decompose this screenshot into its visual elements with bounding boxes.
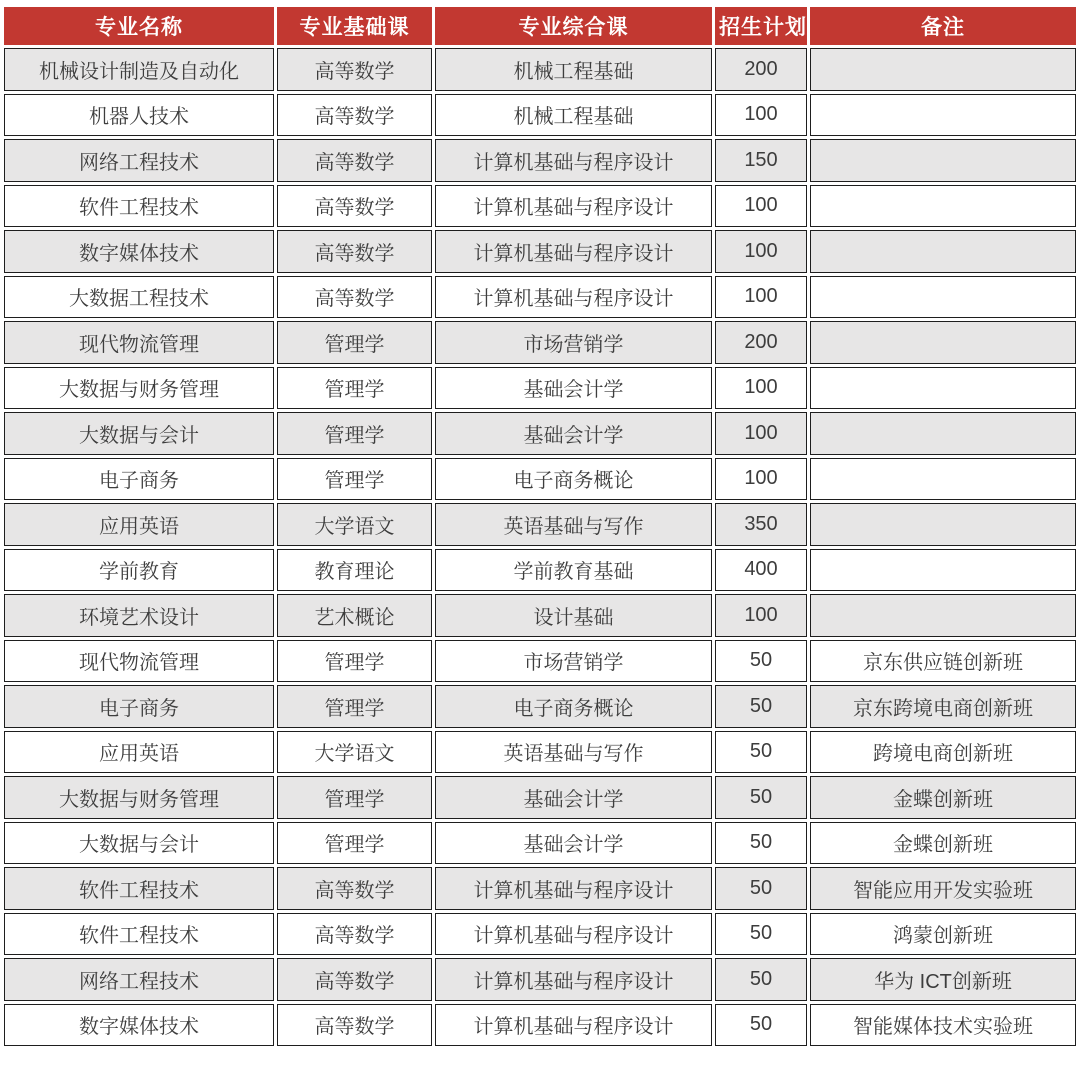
- table-body: [4, 48, 1076, 1046]
- table-row: [4, 321, 1076, 364]
- table-row: [4, 458, 1076, 501]
- cell-basic-course: 高等数学: [277, 913, 432, 956]
- cell-basic-course: 高等数学: [277, 867, 432, 910]
- cell-enrollment-plan: 50: [715, 958, 807, 1001]
- cell-basic-course: 高等数学: [277, 1004, 432, 1047]
- cell-comprehensive-course: 基础会计学: [435, 822, 712, 865]
- cell-comprehensive-course: 计算机基础与程序设计: [435, 230, 712, 273]
- cell-comprehensive-course: 基础会计学: [435, 776, 712, 819]
- cell-remark: [810, 503, 1076, 546]
- cell-major-name: 网络工程技术: [4, 958, 274, 1001]
- column-header-basic-course: 专业基础课: [277, 7, 432, 45]
- cell-enrollment-plan: 50: [715, 822, 807, 865]
- table-row: [4, 48, 1076, 91]
- cell-basic-course: 管理学: [277, 458, 432, 501]
- table-row: [4, 230, 1076, 273]
- cell-enrollment-plan: 50: [715, 640, 807, 683]
- cell-comprehensive-course: 计算机基础与程序设计: [435, 1004, 712, 1047]
- cell-enrollment-plan: 100: [715, 458, 807, 501]
- table-row: [4, 412, 1076, 455]
- cell-remark: 金蝶创新班: [810, 822, 1076, 865]
- table-row: [4, 594, 1076, 637]
- cell-remark: [810, 321, 1076, 364]
- cell-comprehensive-course: 计算机基础与程序设计: [435, 276, 712, 319]
- cell-remark: [810, 185, 1076, 228]
- table-row: [4, 731, 1076, 774]
- cell-comprehensive-course: 设计基础: [435, 594, 712, 637]
- cell-enrollment-plan: 400: [715, 549, 807, 592]
- cell-enrollment-plan: 100: [715, 594, 807, 637]
- cell-enrollment-plan: 100: [715, 185, 807, 228]
- cell-comprehensive-course: 计算机基础与程序设计: [435, 185, 712, 228]
- cell-major-name: 软件工程技术: [4, 185, 274, 228]
- cell-basic-course: 高等数学: [277, 276, 432, 319]
- cell-enrollment-plan: 50: [715, 1004, 807, 1047]
- cell-major-name: 大数据与会计: [4, 412, 274, 455]
- cell-basic-course: 高等数学: [277, 230, 432, 273]
- cell-remark: [810, 458, 1076, 501]
- cell-remark: 跨境电商创新班: [810, 731, 1076, 774]
- cell-remark: [810, 230, 1076, 273]
- cell-remark: 智能媒体技术实验班: [810, 1004, 1076, 1047]
- cell-major-name: 学前教育: [4, 549, 274, 592]
- column-header-remark: 备注: [810, 7, 1076, 45]
- cell-major-name: 应用英语: [4, 503, 274, 546]
- cell-comprehensive-course: 计算机基础与程序设计: [435, 913, 712, 956]
- cell-enrollment-plan: 200: [715, 48, 807, 91]
- cell-remark: 京东跨境电商创新班: [810, 685, 1076, 728]
- cell-comprehensive-course: 计算机基础与程序设计: [435, 139, 712, 182]
- cell-remark: [810, 594, 1076, 637]
- cell-enrollment-plan: 50: [715, 731, 807, 774]
- cell-comprehensive-course: 电子商务概论: [435, 458, 712, 501]
- column-header-comprehensive-course: 专业综合课: [435, 7, 712, 45]
- cell-comprehensive-course: 英语基础与写作: [435, 503, 712, 546]
- cell-major-name: 软件工程技术: [4, 867, 274, 910]
- cell-remark: 鸿蒙创新班: [810, 913, 1076, 956]
- table-row: [4, 685, 1076, 728]
- cell-comprehensive-course: 市场营销学: [435, 321, 712, 364]
- cell-comprehensive-course: 电子商务概论: [435, 685, 712, 728]
- cell-basic-course: 艺术概论: [277, 594, 432, 637]
- cell-remark: [810, 94, 1076, 137]
- table-row: [4, 503, 1076, 546]
- table-row: [4, 640, 1076, 683]
- cell-enrollment-plan: 200: [715, 321, 807, 364]
- cell-enrollment-plan: 50: [715, 913, 807, 956]
- column-header-major-name: 专业名称: [4, 7, 274, 45]
- cell-major-name: 数字媒体技术: [4, 1004, 274, 1047]
- table-row: [4, 958, 1076, 1001]
- cell-remark: [810, 367, 1076, 410]
- cell-enrollment-plan: 100: [715, 367, 807, 410]
- cell-major-name: 电子商务: [4, 685, 274, 728]
- cell-remark: [810, 549, 1076, 592]
- cell-enrollment-plan: 100: [715, 94, 807, 137]
- cell-major-name: 大数据工程技术: [4, 276, 274, 319]
- cell-comprehensive-course: 计算机基础与程序设计: [435, 958, 712, 1001]
- cell-comprehensive-course: 英语基础与写作: [435, 731, 712, 774]
- cell-remark: [810, 276, 1076, 319]
- cell-basic-course: 高等数学: [277, 139, 432, 182]
- cell-major-name: 环境艺术设计: [4, 594, 274, 637]
- cell-basic-course: 高等数学: [277, 185, 432, 228]
- cell-enrollment-plan: 100: [715, 230, 807, 273]
- cell-major-name: 软件工程技术: [4, 913, 274, 956]
- table-row: [4, 367, 1076, 410]
- cell-basic-course: 高等数学: [277, 48, 432, 91]
- cell-remark: [810, 412, 1076, 455]
- cell-basic-course: 高等数学: [277, 958, 432, 1001]
- cell-major-name: 现代物流管理: [4, 640, 274, 683]
- cell-basic-course: 高等数学: [277, 94, 432, 137]
- cell-major-name: 网络工程技术: [4, 139, 274, 182]
- cell-major-name: 数字媒体技术: [4, 230, 274, 273]
- table-row: [4, 867, 1076, 910]
- cell-remark: 京东供应链创新班: [810, 640, 1076, 683]
- enrollment-plan-table: [1, 4, 1079, 1049]
- cell-remark: [810, 48, 1076, 91]
- table-row: [4, 185, 1076, 228]
- cell-basic-course: 管理学: [277, 640, 432, 683]
- table-row: [4, 913, 1076, 956]
- table-row: [4, 139, 1076, 182]
- cell-basic-course: 教育理论: [277, 549, 432, 592]
- cell-remark: 金蝶创新班: [810, 776, 1076, 819]
- cell-enrollment-plan: 100: [715, 412, 807, 455]
- cell-comprehensive-course: 计算机基础与程序设计: [435, 867, 712, 910]
- cell-major-name: 现代物流管理: [4, 321, 274, 364]
- cell-major-name: 电子商务: [4, 458, 274, 501]
- cell-enrollment-plan: 50: [715, 685, 807, 728]
- cell-enrollment-plan: 50: [715, 776, 807, 819]
- table-row: [4, 1004, 1076, 1047]
- cell-basic-course: 管理学: [277, 776, 432, 819]
- table-row: [4, 776, 1076, 819]
- cell-enrollment-plan: 350: [715, 503, 807, 546]
- table-row: [4, 549, 1076, 592]
- cell-comprehensive-course: 市场营销学: [435, 640, 712, 683]
- cell-basic-course: 管理学: [277, 822, 432, 865]
- cell-remark: [810, 139, 1076, 182]
- cell-enrollment-plan: 100: [715, 276, 807, 319]
- cell-enrollment-plan: 150: [715, 139, 807, 182]
- cell-remark: 华为 ICT创新班: [810, 958, 1076, 1001]
- cell-comprehensive-course: 基础会计学: [435, 367, 712, 410]
- cell-basic-course: 管理学: [277, 685, 432, 728]
- cell-basic-course: 大学语文: [277, 503, 432, 546]
- cell-major-name: 机器人技术: [4, 94, 274, 137]
- cell-major-name: 机械设计制造及自动化: [4, 48, 274, 91]
- cell-basic-course: 大学语文: [277, 731, 432, 774]
- cell-major-name: 应用英语: [4, 731, 274, 774]
- cell-comprehensive-course: 基础会计学: [435, 412, 712, 455]
- cell-enrollment-plan: 50: [715, 867, 807, 910]
- cell-major-name: 大数据与财务管理: [4, 367, 274, 410]
- cell-major-name: 大数据与财务管理: [4, 776, 274, 819]
- table-row: [4, 276, 1076, 319]
- cell-basic-course: 管理学: [277, 367, 432, 410]
- cell-comprehensive-course: 学前教育基础: [435, 549, 712, 592]
- table-row: [4, 94, 1076, 137]
- cell-comprehensive-course: 机械工程基础: [435, 48, 712, 91]
- table-header-row: [4, 7, 1076, 45]
- cell-basic-course: 管理学: [277, 412, 432, 455]
- cell-basic-course: 管理学: [277, 321, 432, 364]
- cell-comprehensive-course: 机械工程基础: [435, 94, 712, 137]
- cell-remark: 智能应用开发实验班: [810, 867, 1076, 910]
- column-header-enrollment-plan: 招生计划: [715, 7, 807, 45]
- table-row: [4, 822, 1076, 865]
- cell-major-name: 大数据与会计: [4, 822, 274, 865]
